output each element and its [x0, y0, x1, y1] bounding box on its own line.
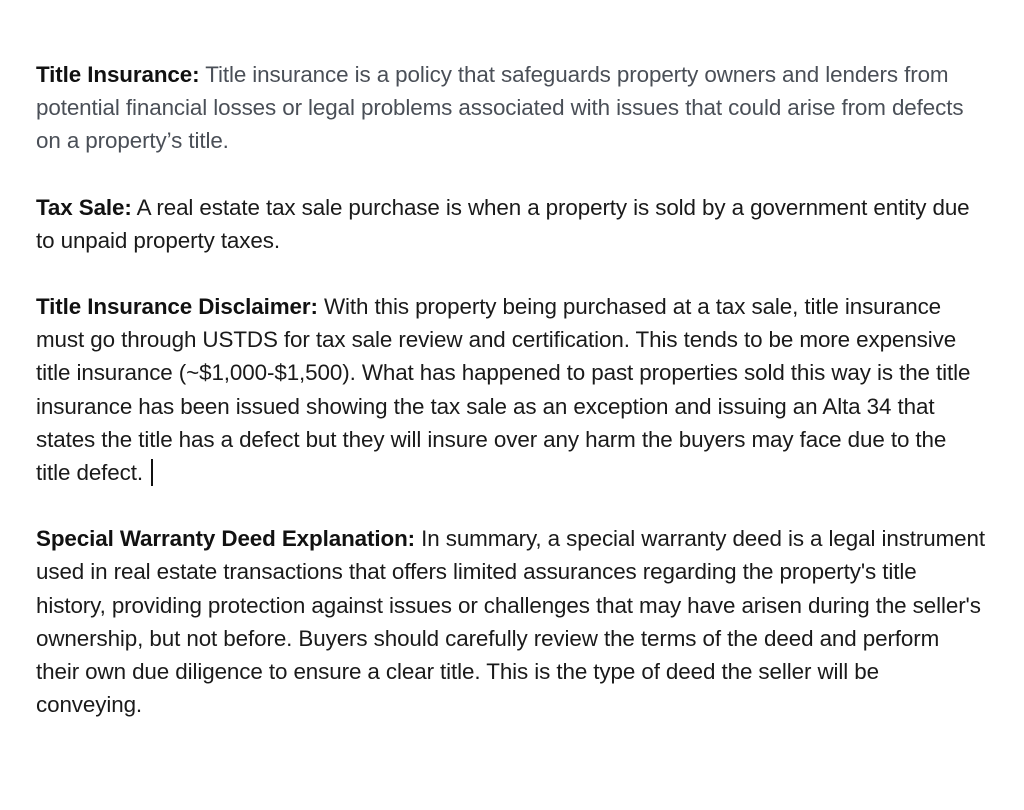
- definition-special-warranty-deed: In summary, a special warranty deed is a legal instrument used in real estate transactions that offers limited assurances regarding the property's title history, providing protection against issues or challenges that may have arisen during the seller's ownership, but not before. Buyers should carefully review the terms of the deed and perform their own due diligence to ensure a clear title. This is the type of deed the seller will be conveying.: [36, 526, 985, 718]
- paragraph-title-insurance: [36, 58, 986, 158]
- definition-title-insurance-disclaimer: With this property being purchased at a tax sale, title insurance must go through USTDS for tax sale review and certification. This tends to be more expensive title insurance (~$1,000-$1,500). What has happened to past properties sold this way is the title insurance has been issued showing the tax sale as an exception and issuing an Alta 34 that states the title has a defect but they will insure over any harm the buyers may face due to the title defect.: [36, 294, 971, 486]
- definition-tax-sale: A real estate tax sale purchase is when a property is sold by a government entity due to unpaid property taxes.: [36, 194, 970, 253]
- term-tax-sale: Tax Sale:: [36, 194, 132, 220]
- term-title-insurance-disclaimer: Title Insurance Disclaimer:: [36, 294, 318, 320]
- text-cursor: [151, 459, 153, 486]
- definition-title-insurance: Title insurance is a policy that safeguards property owners and lenders from potential financial losses or legal problems associated with issues that could arise from defects on a property’s title.: [36, 62, 964, 154]
- document-body[interactable]: [36, 58, 986, 754]
- paragraph-special-warranty-deed: [36, 522, 986, 721]
- term-title-insurance: Title Insurance:: [36, 62, 200, 87]
- term-special-warranty-deed: Special Warranty Deed Explanation:: [36, 526, 416, 552]
- paragraph-title-insurance-disclaimer: [36, 290, 986, 489]
- paragraph-tax-sale: [36, 191, 986, 257]
